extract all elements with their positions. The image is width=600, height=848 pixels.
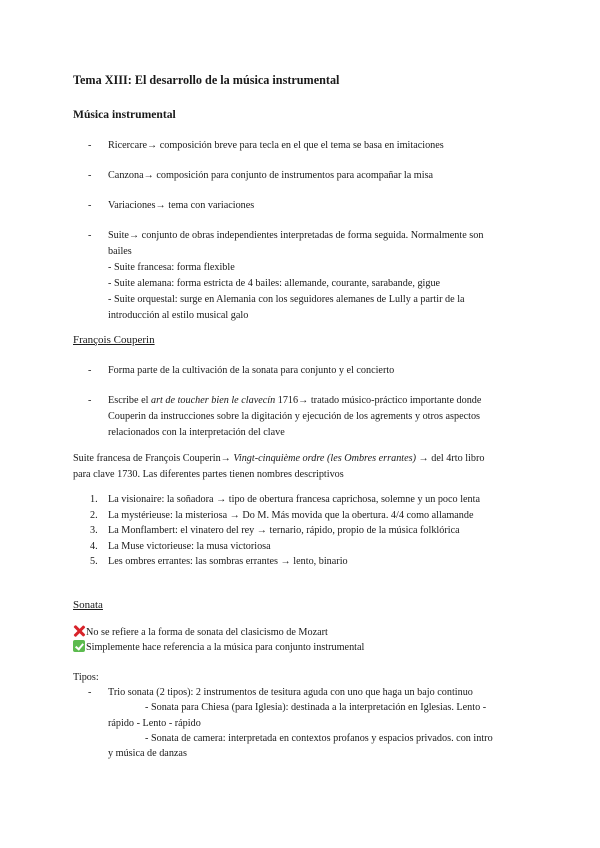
suite-parts-list	[88, 492, 528, 570]
list-item	[88, 492, 528, 508]
list-number: 2.	[90, 509, 98, 521]
tipos-label: Tipos:	[73, 672, 99, 683]
list-item-text: - Suite orquestal: surge en Alemania con los seguidores alemanes de Lully a partir de la	[108, 294, 465, 305]
list-item	[88, 539, 528, 555]
list-item-text: introducción al estilo musical galo	[108, 310, 249, 321]
section-heading-instrumental: Música instrumental	[73, 108, 176, 121]
list-item-text: y música de danzas	[108, 748, 187, 759]
list-item-text: Les ombres errantes: las sombras errantes → lento, binario	[108, 556, 348, 567]
list-item-text: La Monflambert: el vinatero del rey → ternario, rápido, propio de la música folklórica	[108, 525, 460, 536]
list-item-text: La Muse victorieuse: la musa victoriosa	[108, 540, 271, 552]
list-item	[88, 508, 528, 524]
list-number: 3.	[90, 525, 98, 536]
cross-note: No se refiere a la forma de sonata del clasicismo de Mozart	[73, 625, 328, 641]
list-item-text: - Suite alemana: forma estricta de 4 bailes: allemande, courante, sarabande, gigue	[108, 278, 441, 289]
bullet-dash: -	[88, 140, 92, 151]
list-item-text: Suite→ conjunto de obras independientes interpretadas de forma seguida. Normalmente son	[108, 230, 484, 241]
section-heading-couperin: François Couperin	[73, 334, 155, 346]
list-item-text: Couperin da instrucciones sobre la digitación y ejecución de los agrements y otros aspectos	[108, 411, 481, 422]
bullet-dash: -	[88, 230, 92, 241]
list-item-text: La mystérieuse: la misteriosa → Do M. Más movida que la obertura. 4/4 como allamande	[108, 509, 474, 521]
bullet-dash: -	[88, 395, 92, 406]
list-number: 1.	[90, 494, 98, 505]
bullet-dash: -	[88, 170, 92, 181]
suite-title: Vingt-cinquième ordre (les Ombres errantes)	[233, 453, 416, 464]
list-item-text: Escribe el art de toucher bien le clavecín 1716→ tratado músico-práctico importante donde	[108, 395, 482, 406]
list-item-text: Ricercare→ composición breve para tecla en el que el tema se basa en imitaciones	[108, 140, 444, 151]
list-number: 4.	[90, 540, 98, 552]
list-item-text: bailes	[108, 246, 132, 257]
list-item-text: Trio sonata (2 tipos): 2 instrumentos de tesitura aguda con uno que haga un bajo continuo	[108, 687, 473, 698]
bullet-dash: -	[88, 365, 92, 376]
list-item-text: - Sonata de camera: interpretada en contextos profanos y espacios privados. con intro	[145, 733, 493, 744]
section-heading-sonata: Sonata	[73, 599, 103, 611]
list-item-text: relacionados con la interpretación del clave	[108, 427, 285, 438]
suite-paragraph: Suite francesa de François Couperin→ Vingt-cinquième ordre (les Ombres errantes) → del 4rto libro para clave 1730. Las diferentes partes tienen nombres descriptivos	[73, 453, 485, 480]
list-item	[88, 554, 528, 570]
document-title: Tema XIII: El desarrollo de la música instrumental	[73, 73, 340, 87]
list-number: 5.	[90, 556, 98, 567]
check-note: Simplemente hace referencia a la música para conjunto instrumental	[73, 640, 364, 656]
cross-mark-icon	[73, 625, 85, 637]
list-item-text: La visionaire: la soñadora → tipo de obertura francesa caprichosa, solemne y un poco lenta	[108, 494, 480, 505]
bullet-dash: -	[88, 200, 92, 211]
list-item-text: - Sonata para Chiesa (para Iglesia): destinada a la interpretación en Iglesias. Lento -	[145, 702, 487, 713]
list-item	[88, 523, 528, 539]
list-item-text: rápido - Lento - rápido	[108, 718, 201, 729]
treatise-title: art de toucher bien le clavecín	[151, 395, 276, 406]
bullet-dash: -	[88, 687, 92, 698]
list-item-text: Forma parte de la cultivación de la sonata para conjunto y el concierto	[108, 365, 395, 376]
list-item-text: Canzona→ composición para conjunto de instrumentos para acompañar la misa	[108, 170, 434, 181]
list-item-text: Variaciones→ tema con variaciones	[108, 200, 255, 211]
list-item-text: - Suite francesa: forma flexible	[108, 262, 235, 273]
check-mark-icon	[73, 640, 85, 652]
